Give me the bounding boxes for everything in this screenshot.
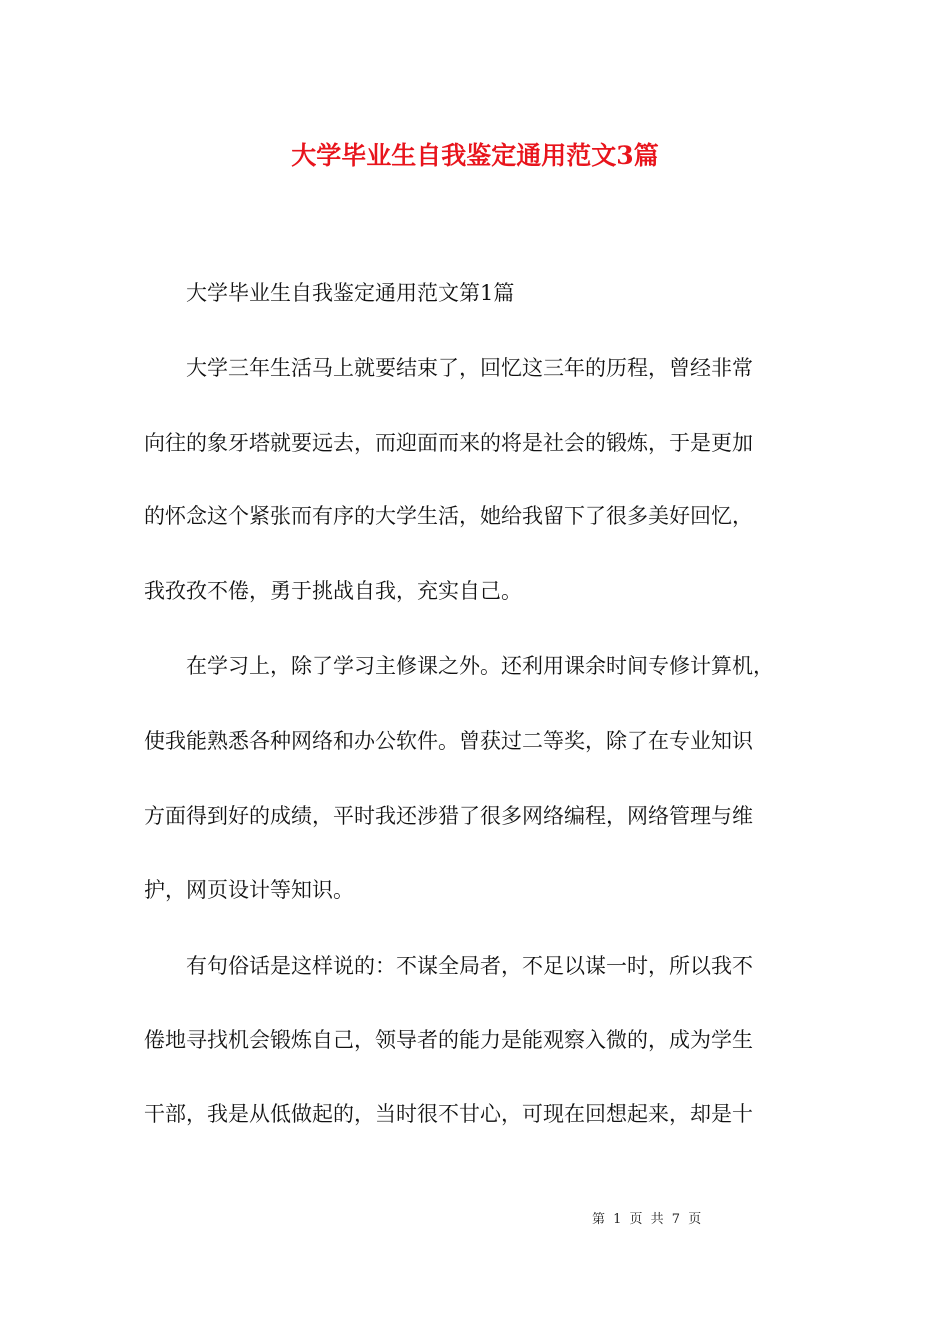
body-line: 的怀念这个紧张而有序的大学生活，她给我留下了很多美好回忆，	[144, 504, 753, 528]
body-line: 方面得到好的成绩，平时我还涉猎了很多网络编程，网络管理与维	[144, 804, 753, 828]
body-line: 干部，我是从低做起的，当时很不甘心，可现在回想起来，却是十	[144, 1102, 753, 1126]
body-line: 倦地寻找机会锻炼自己，领导者的能力是能观察入微的，成为学生	[144, 1028, 753, 1052]
body-line: 大学三年生活马上就要结束了，回忆这三年的历程，曾经非常	[144, 356, 753, 380]
body-line: 使我能熟悉各种网络和办公软件。曾获过二等奖，除了在专业知识	[144, 729, 753, 753]
subheading-line: 大学毕业生自我鉴定通用范文第1篇	[144, 281, 515, 305]
body-line: 在学习上，除了学习主修课之外。还利用课余时间专修计算机，	[144, 654, 774, 678]
document-title: 大学毕业生自我鉴定通用范文3篇	[291, 141, 659, 170]
page-number-footer: 第 1 页 共 7 页	[592, 1212, 704, 1227]
body-line: 向往的象牙塔就要远去，而迎面而来的将是社会的锻炼，于是更加	[144, 431, 753, 455]
body-line: 护，网页设计等知识。	[144, 878, 354, 902]
body-line: 有句俗话是这样说的：不谋全局者，不足以谋一时，所以我不	[144, 954, 753, 978]
body-line: 我孜孜不倦，勇于挑战自我，充实自己。	[144, 579, 522, 603]
